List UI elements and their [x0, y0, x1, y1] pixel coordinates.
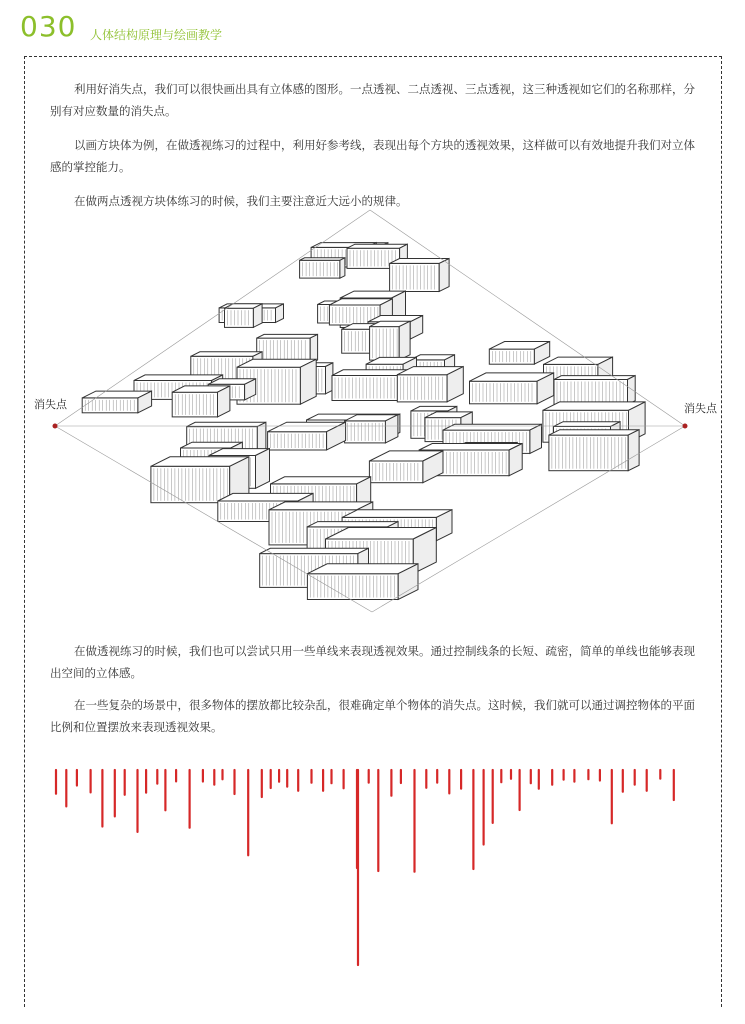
- book-title: 人体结构原理与绘画教学: [90, 28, 223, 42]
- left-vanishing-label: 消失点: [34, 398, 67, 411]
- paragraph-3: 在做两点透视方块体练习的时候，我们主要注意近大远小的规律。: [74, 194, 408, 208]
- paragraph-4: 在做透视练习的时候，我们也可以尝试只用一些单线来表现透视效果。通过控制线条的长短、疏密，简单的单线也能够表现出空间的立体感。: [50, 644, 695, 680]
- paragraph-1: 利用好消失点，我们可以很快画出具有立体感的图形。一点透视、二点透视、三点透视，这三种透视如它们的名称那样，分别有对应数量的消失点。: [50, 82, 695, 118]
- page-number: 030: [20, 10, 77, 43]
- paragraph-2: 以画方块体为例，在做透视练习的过程中，利用好参考线，表现出每个方块的透视效果，这样做可以有效地提升我们对立体感的掌控能力。: [50, 138, 695, 174]
- paragraph-5: 在一些复杂的场景中，很多物体的摆放都比较杂乱，很难确定单个物体的消失点。这时候，我们就可以通过调控物体的平面比例和位置摆放来表现透视效果。: [50, 698, 695, 734]
- right-vanishing-label: 消失点: [684, 402, 717, 415]
